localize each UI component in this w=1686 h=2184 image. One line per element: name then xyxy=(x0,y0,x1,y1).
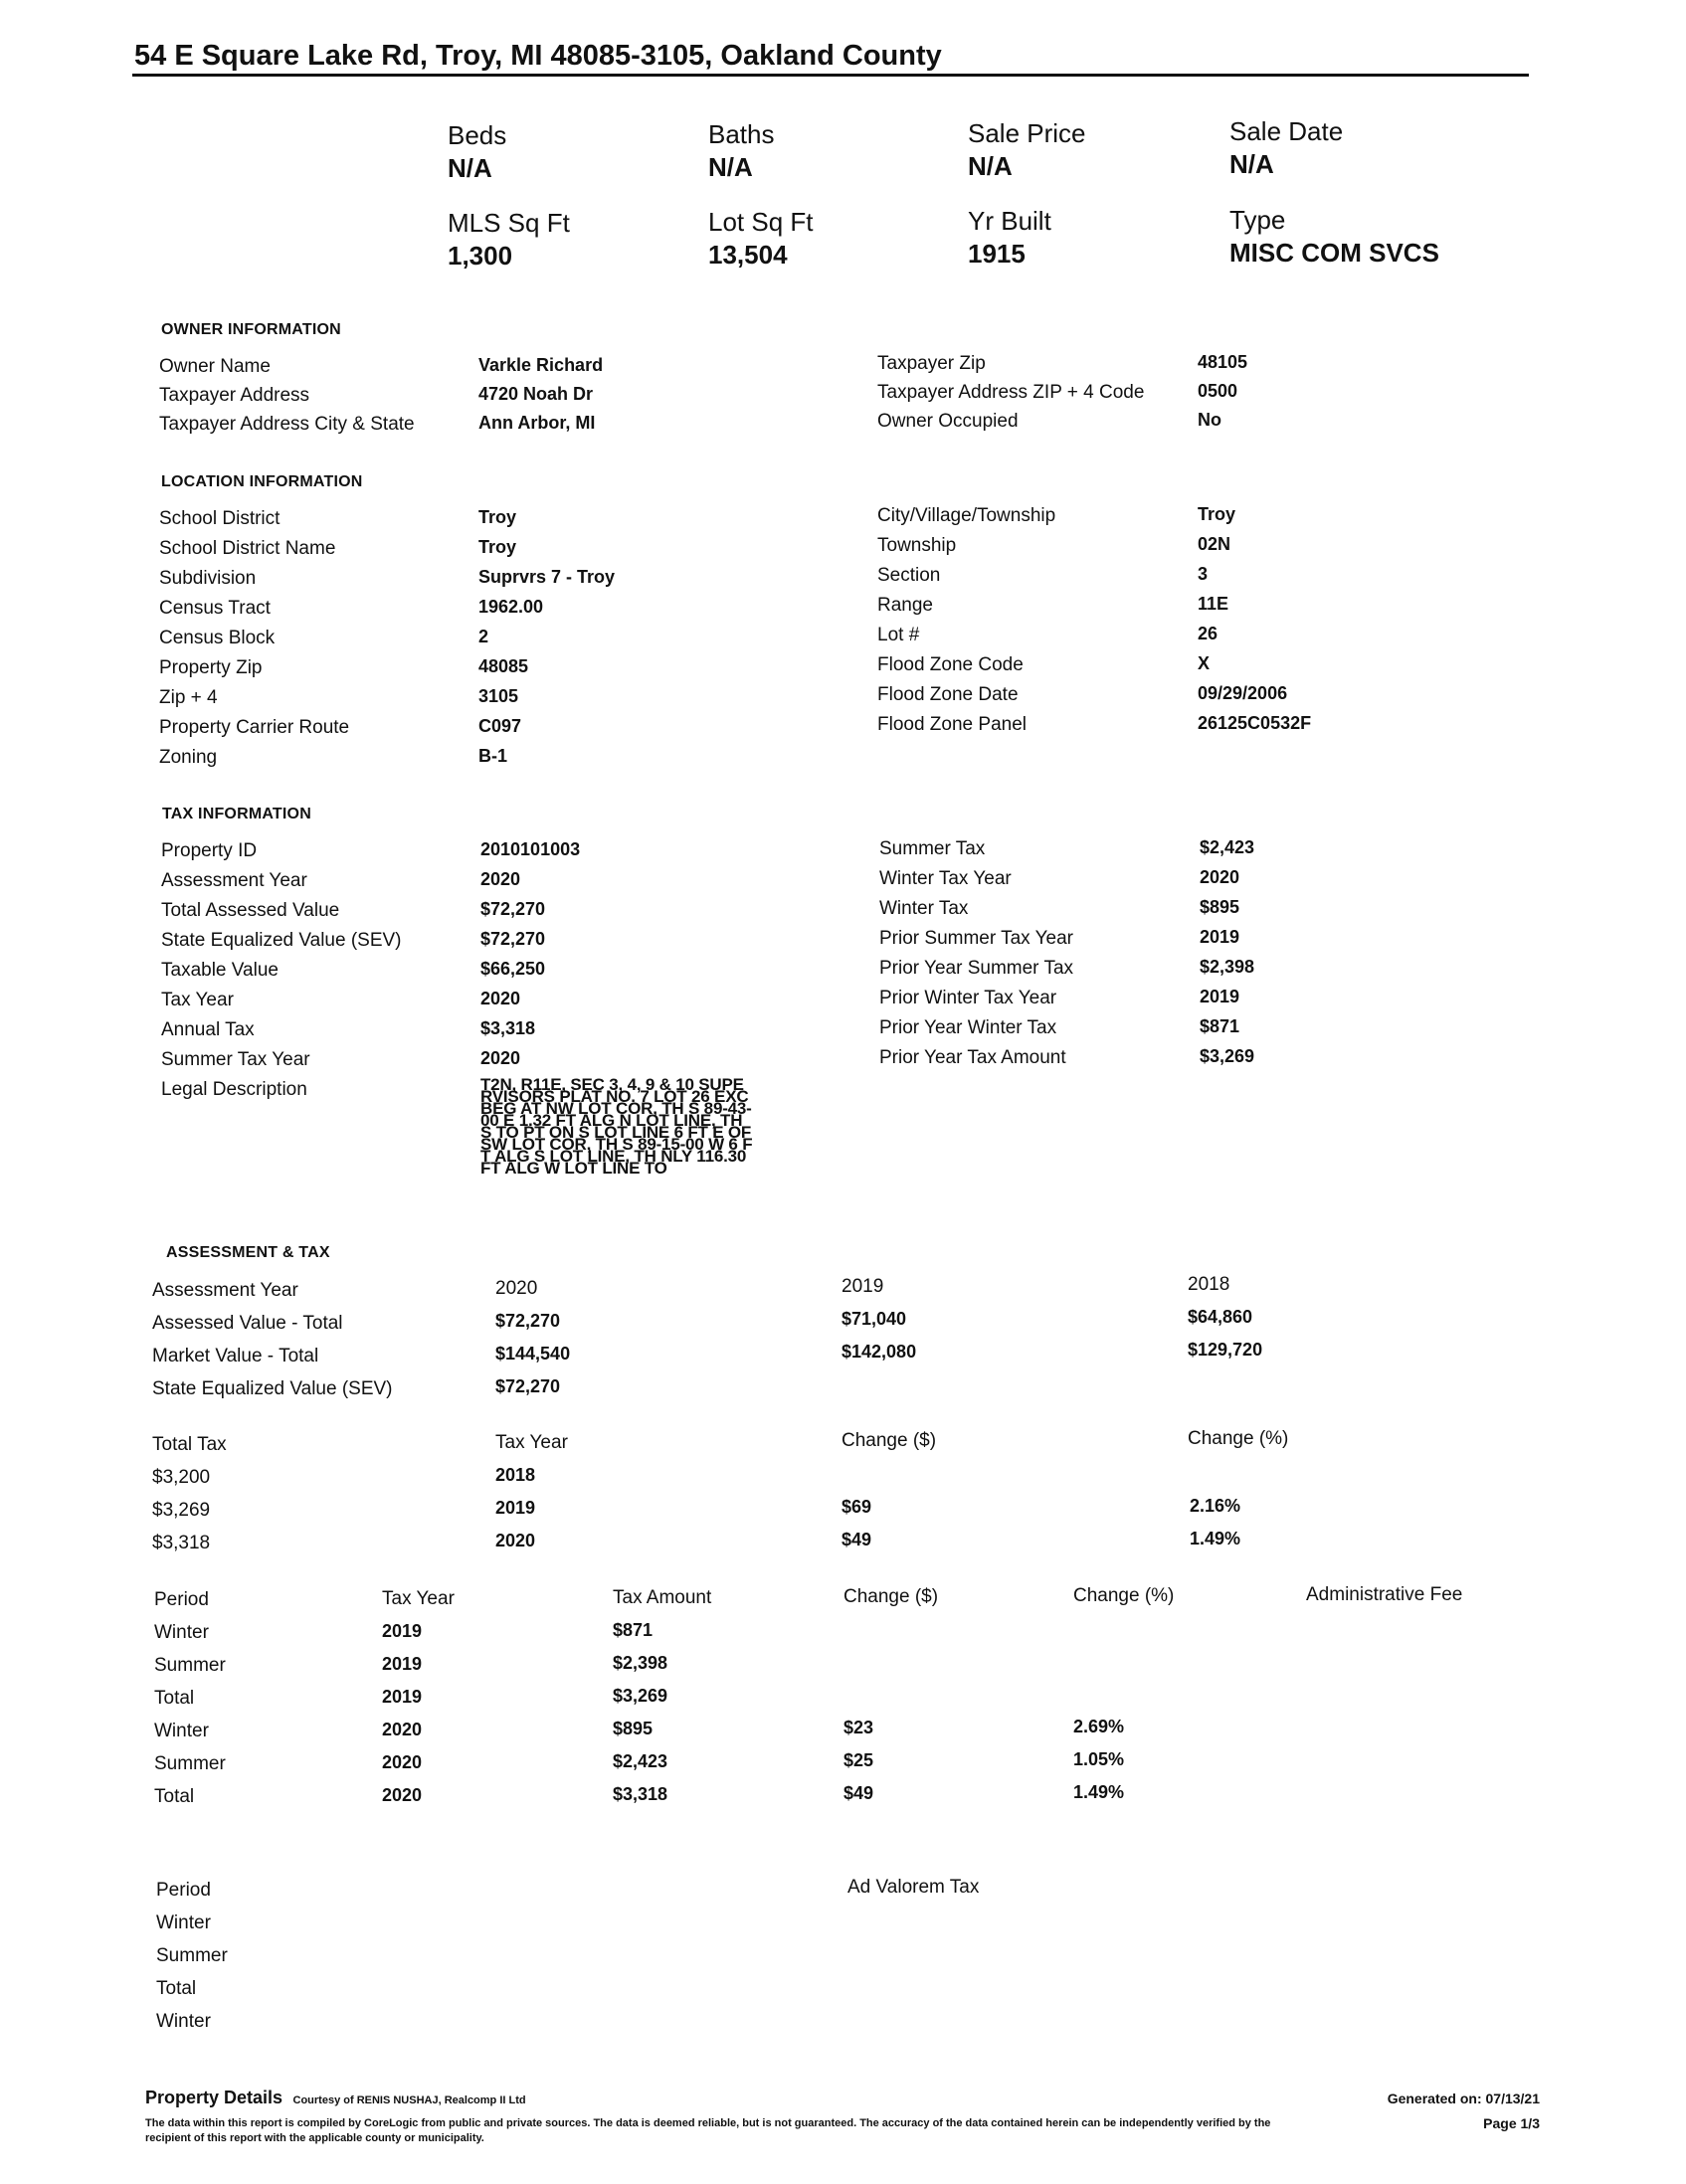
table-row-label: Assessed Value - Total xyxy=(152,1313,343,1334)
field-label: Flood Zone Code xyxy=(877,654,1024,675)
table-cell: 2018 xyxy=(1188,1274,1230,1295)
table-cell: 2019 xyxy=(842,1276,884,1297)
field-value: Troy xyxy=(478,507,517,527)
table-cell: Winter xyxy=(156,1912,211,1933)
footer-courtesy: Courtesy of RENIS NUSHAJ, Realcomp II Ltd xyxy=(292,2094,526,2106)
table-cell: $3,200 xyxy=(152,1467,211,1488)
field-label: Zip + 4 xyxy=(159,687,218,708)
field-label: Lot # xyxy=(877,625,920,645)
table-header: Change ($) xyxy=(843,1586,939,1607)
legal-description-label: Legal Description xyxy=(161,1079,307,1100)
table-header: Tax Amount xyxy=(613,1587,712,1608)
field-value: 3 xyxy=(1198,564,1209,584)
field-value: Troy xyxy=(1198,504,1236,524)
table-header: Total Tax xyxy=(152,1434,227,1455)
field-value: 2010101003 xyxy=(480,839,581,859)
field-label: Total Assessed Value xyxy=(161,900,340,921)
table-cell: 2020 xyxy=(382,1785,423,1805)
table-cell: 2018 xyxy=(495,1465,536,1485)
assessment-section-heading: ASSESSMENT & TAX xyxy=(166,1244,330,1261)
field-label: Taxpayer Address ZIP + 4 Code xyxy=(877,382,1145,403)
field-label: Winter Tax Year xyxy=(879,868,1012,889)
field-value: B-1 xyxy=(478,746,508,766)
field-value: 48085 xyxy=(478,656,529,676)
beds-label: Beds xyxy=(448,120,507,150)
field-value: $3,269 xyxy=(1200,1046,1255,1066)
table-header: Administrative Fee xyxy=(1306,1584,1463,1605)
field-value: 4720 Noah Dr xyxy=(478,384,594,404)
field-value: 2019 xyxy=(1200,927,1240,947)
table-cell: 2020 xyxy=(495,1278,538,1299)
sale-price-label: Sale Price xyxy=(968,118,1086,148)
field-label: Prior Year Summer Tax xyxy=(879,958,1074,979)
field-label: Property ID xyxy=(161,840,258,861)
table-cell: $49 xyxy=(842,1530,872,1549)
field-label: Taxpayer Zip xyxy=(877,353,986,374)
field-label: Winter Tax xyxy=(879,898,969,919)
table-cell: 2019 xyxy=(382,1654,423,1674)
field-value: 2020 xyxy=(480,1048,521,1068)
table-cell: $3,318 xyxy=(613,1784,668,1804)
yr-built-value: 1915 xyxy=(968,239,1026,269)
lot-sqft-label: Lot Sq Ft xyxy=(708,207,814,237)
baths-label: Baths xyxy=(708,119,775,149)
field-label: Summer Tax xyxy=(879,838,986,859)
baths-value: N/A xyxy=(708,152,753,182)
field-value: No xyxy=(1198,410,1221,430)
title-divider xyxy=(132,74,1529,77)
field-label: Annual Tax xyxy=(161,1019,255,1040)
table-header: Period xyxy=(154,1589,209,1610)
field-label: Township xyxy=(877,535,957,556)
field-label: Taxpayer Address City & State xyxy=(159,414,415,435)
table-cell: $25 xyxy=(843,1750,874,1770)
field-value: $2,423 xyxy=(1200,837,1255,857)
footer-title-line xyxy=(145,2088,526,2108)
field-value: Ann Arbor, MI xyxy=(478,413,596,433)
field-label: School District Name xyxy=(159,538,336,559)
sale-date-value: N/A xyxy=(1229,149,1274,179)
table-cell: $2,423 xyxy=(613,1751,668,1771)
field-label: Prior Year Winter Tax xyxy=(879,1017,1057,1038)
field-value: 02N xyxy=(1198,534,1231,554)
beds-value: N/A xyxy=(448,153,492,183)
field-value: 3105 xyxy=(478,686,519,706)
field-value: 09/29/2006 xyxy=(1198,683,1288,703)
table-cell: $2,398 xyxy=(613,1653,668,1673)
field-value: $2,398 xyxy=(1200,957,1255,977)
field-label: Prior Year Tax Amount xyxy=(879,1047,1066,1068)
legal-description-value: T2N, R11E, SEC 3, 4, 9 & 10 SUPE RVISORS PLAT NO. 7 LOT 26 EXC BEG AT NW LOT COR, TH S 89-43- 00 E 1.32 FT ALG N LOT LINE, TH S TO PT ON S LOT LINE 6 FT E OF SW LOT COR, TH S 89-15-00 W 6 F T ALG S LOT LINE, TH NLY 116.30 FT ALG W LOT LINE TO xyxy=(480,1075,753,1178)
field-label: Owner Occupied xyxy=(877,411,1019,432)
field-label: Range xyxy=(877,595,933,616)
table-cell: $144,540 xyxy=(495,1344,571,1364)
table-cell: 2.16% xyxy=(1190,1496,1241,1516)
field-label: State Equalized Value (SEV) xyxy=(161,930,402,951)
page-title: 54 E Square Lake Rd, Troy, MI 48085-3105, Oakland County xyxy=(134,40,942,72)
field-label: Property Zip xyxy=(159,657,263,678)
field-value: $66,250 xyxy=(480,959,546,979)
owner-section-heading: OWNER INFORMATION xyxy=(161,321,341,338)
field-value: 11E xyxy=(1198,594,1229,614)
table-cell: $72,270 xyxy=(495,1311,561,1331)
table-cell: 1.49% xyxy=(1073,1782,1125,1802)
table-cell: $49 xyxy=(843,1783,874,1803)
table-cell: Winter xyxy=(156,2011,211,2032)
field-value: 2 xyxy=(478,627,489,646)
lot-sqft-value: 13,504 xyxy=(708,240,788,270)
type-label: Type xyxy=(1229,205,1286,235)
table-cell: Winter xyxy=(154,1622,209,1643)
table-cell: 2020 xyxy=(382,1720,423,1739)
table-header: Tax Year xyxy=(382,1588,455,1609)
table-cell: Summer xyxy=(154,1753,226,1774)
field-value: 2020 xyxy=(480,869,521,889)
field-label: Taxable Value xyxy=(161,960,279,981)
field-value: C097 xyxy=(478,716,522,736)
field-value: 0500 xyxy=(1198,381,1238,401)
mls-sqft-label: MLS Sq Ft xyxy=(448,208,570,238)
field-value: 2019 xyxy=(1200,987,1240,1006)
table-cell: $64,860 xyxy=(1188,1307,1253,1327)
field-value: 48105 xyxy=(1198,352,1248,372)
field-label: Prior Summer Tax Year xyxy=(879,928,1074,949)
table-cell: $871 xyxy=(613,1620,654,1640)
footer-disclaimer: The data within this report is compiled by CoreLogic from public and private sources. The data is deemed reliable, but is not guaranteed. The accuracy of the data contained herein can be independently verified by the recipient of this report with the applicable county or municipality. xyxy=(145,2117,1271,2144)
field-value: Suprvrs 7 - Troy xyxy=(478,567,616,587)
table-cell: $23 xyxy=(843,1718,874,1737)
table-header: Change (%) xyxy=(1188,1428,1289,1449)
field-value: $3,318 xyxy=(480,1018,536,1038)
table-cell: $71,040 xyxy=(842,1309,907,1329)
table-cell: 2019 xyxy=(382,1621,423,1641)
field-label: Prior Winter Tax Year xyxy=(879,988,1057,1008)
table-cell: Total xyxy=(154,1786,195,1807)
table-cell: 1.05% xyxy=(1073,1749,1125,1769)
table-row-label: Market Value - Total xyxy=(152,1346,319,1366)
field-label: Zoning xyxy=(159,747,218,768)
table-cell: 2019 xyxy=(382,1687,423,1707)
table-cell: $3,269 xyxy=(613,1686,668,1706)
field-label: Property Carrier Route xyxy=(159,717,350,738)
sale-date-label: Sale Date xyxy=(1229,116,1344,146)
field-value: 2020 xyxy=(1200,867,1240,887)
footer-title: Property Details xyxy=(145,2088,283,2107)
table-cell: $142,080 xyxy=(842,1342,917,1362)
table-header: Tax Year xyxy=(495,1432,568,1453)
table-cell: $72,270 xyxy=(495,1376,561,1396)
table-cell: Summer xyxy=(156,1945,228,1966)
field-label: Tax Year xyxy=(161,990,234,1010)
field-label: Census Tract xyxy=(159,598,271,619)
field-value: 1962.00 xyxy=(478,597,544,617)
table-cell: 2020 xyxy=(495,1531,536,1550)
table-header: Ad Valorem Tax xyxy=(847,1877,980,1898)
table-cell: Summer xyxy=(154,1655,226,1676)
table-cell: $3,269 xyxy=(152,1500,211,1521)
type-value: MISC COM SVCS xyxy=(1229,238,1439,268)
field-label: School District xyxy=(159,508,281,529)
field-value: 26125C0532F xyxy=(1198,713,1312,733)
field-label: Assessment Year xyxy=(161,870,307,891)
table-cell: $3,318 xyxy=(152,1533,211,1553)
field-value: Varkle Richard xyxy=(478,355,604,375)
field-label: Subdivision xyxy=(159,568,257,589)
table-cell: Total xyxy=(154,1688,195,1709)
table-header: Change ($) xyxy=(842,1430,937,1451)
table-cell: 2019 xyxy=(495,1498,536,1518)
table-cell: $895 xyxy=(613,1719,654,1738)
field-value: 2020 xyxy=(480,989,521,1008)
field-label: Owner Name xyxy=(159,356,271,377)
footer-page-number: Page 1/3 xyxy=(1483,2115,1540,2131)
field-label: Flood Zone Date xyxy=(877,684,1019,705)
field-value: X xyxy=(1198,653,1211,673)
table-header: Period xyxy=(156,1880,211,1901)
table-cell: Total xyxy=(156,1978,197,1999)
table-cell: $69 xyxy=(842,1497,872,1517)
field-label: Summer Tax Year xyxy=(161,1049,310,1070)
table-cell: 2020 xyxy=(382,1752,423,1772)
table-cell: 1.49% xyxy=(1190,1529,1241,1548)
table-cell: $129,720 xyxy=(1188,1340,1263,1360)
footer-generated: Generated on: 07/13/21 xyxy=(1387,2091,1540,2106)
table-row-label: Assessment Year xyxy=(152,1280,298,1301)
sale-price-value: N/A xyxy=(968,151,1013,181)
field-value: 26 xyxy=(1198,624,1218,643)
field-value: Troy xyxy=(478,537,517,557)
mls-sqft-value: 1,300 xyxy=(448,241,513,271)
table-row-label: State Equalized Value (SEV) xyxy=(152,1378,393,1399)
yr-built-label: Yr Built xyxy=(968,206,1051,236)
table-cell: Winter xyxy=(154,1721,209,1741)
field-label: City/Village/Township xyxy=(877,505,1056,526)
table-cell: 2.69% xyxy=(1073,1717,1125,1736)
field-label: Flood Zone Panel xyxy=(877,714,1027,735)
table-header: Change (%) xyxy=(1073,1585,1175,1606)
field-value: $895 xyxy=(1200,897,1240,917)
location-section-heading: LOCATION INFORMATION xyxy=(161,473,363,490)
field-value: $72,270 xyxy=(480,929,546,949)
tax-section-heading: TAX INFORMATION xyxy=(162,806,311,822)
field-label: Section xyxy=(877,565,941,586)
field-value: $72,270 xyxy=(480,899,546,919)
field-label: Taxpayer Address xyxy=(159,385,310,406)
field-label: Census Block xyxy=(159,628,276,648)
field-value: $871 xyxy=(1200,1016,1240,1036)
